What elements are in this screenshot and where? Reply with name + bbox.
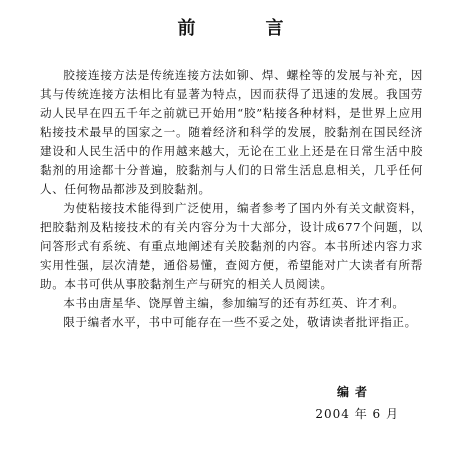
paragraph-2: 为使粘接技术能得到广泛使用，编者参考了国内外有关文献资料，把胶黏剂及粘接技术的有关内容分为十大部分，设计成677个问题，以问答形式有系统、有重点地阐述有关胶黏剂的内容。本书所述内容力求实用性强，层次清楚，通俗易懂，查阅方便，希望能对广大读者有所帮助。本书可供从事胶黏剂生产与研究的相关人员阅读。 <box>40 201 423 291</box>
paragraph-3: 本书由唐星华、饶厚曾主编，参加编写的还有苏红英、许才利。 <box>63 296 405 310</box>
preface-body <box>40 66 423 332</box>
author-signature: 编者 <box>336 385 373 399</box>
preface-date: 2004 年 6 月 <box>315 407 399 421</box>
paragraph-4: 限于编者水平，书中可能存在一些不妥之处，敬请读者批评指正。 <box>63 315 417 329</box>
page-title: 前 言 <box>177 18 310 39</box>
paragraph-1: 胶接连接方法是传统连接方法如铆、焊、螺栓等的发展与补充，因其与传统连接方法相比有显著为特点，因而获得了迅速的发展。我国劳动人民早在四五千年之前就已开始用“胶”粘接各种材料，是世界上应用粘接技术最早的国家之一。随着经济和科学的发展，胶黏剂在国民经济建设和人民生活中的作用越来越大，无论在工业上还是在日常生活中胶黏剂的用途都十分普遍，胶黏剂与人们的日常生活息息相关，几乎任何人、任何物品都涉及到胶黏剂。 <box>40 68 423 196</box>
